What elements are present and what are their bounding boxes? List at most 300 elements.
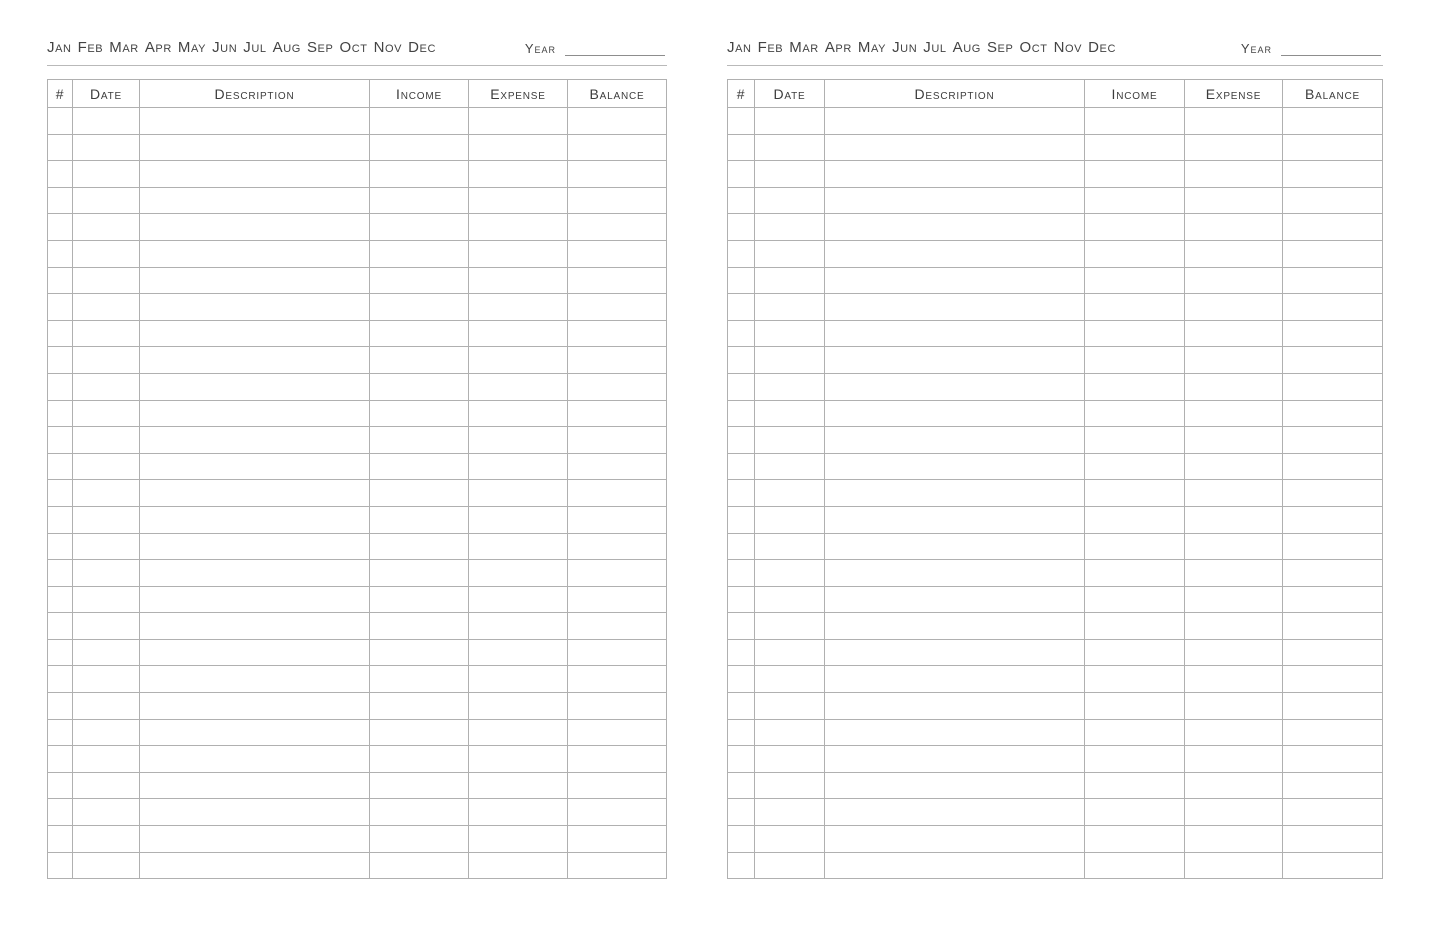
table-row[interactable] bbox=[728, 533, 1383, 560]
table-cell[interactable] bbox=[1185, 746, 1283, 773]
table-cell[interactable] bbox=[73, 320, 140, 347]
table-row[interactable] bbox=[48, 373, 667, 400]
table-row[interactable] bbox=[728, 613, 1383, 640]
table-cell[interactable] bbox=[568, 586, 667, 613]
table-cell[interactable] bbox=[825, 639, 1085, 666]
table-cell[interactable] bbox=[73, 586, 140, 613]
table-cell[interactable] bbox=[1185, 453, 1283, 480]
table-cell[interactable] bbox=[568, 480, 667, 507]
table-cell[interactable] bbox=[755, 746, 825, 773]
table-cell[interactable] bbox=[1283, 639, 1383, 666]
table-cell[interactable] bbox=[825, 852, 1085, 879]
table-cell[interactable] bbox=[728, 799, 755, 826]
table-cell[interactable] bbox=[1085, 320, 1185, 347]
table-cell[interactable] bbox=[1283, 506, 1383, 533]
table-row[interactable] bbox=[728, 400, 1383, 427]
table-cell[interactable] bbox=[1185, 693, 1283, 720]
table-row[interactable] bbox=[48, 347, 667, 374]
table-cell[interactable] bbox=[1283, 852, 1383, 879]
table-cell[interactable] bbox=[568, 427, 667, 454]
table-cell[interactable] bbox=[568, 240, 667, 267]
table-cell[interactable] bbox=[755, 772, 825, 799]
table-row[interactable] bbox=[728, 560, 1383, 587]
table-cell[interactable] bbox=[48, 506, 73, 533]
table-cell[interactable] bbox=[568, 719, 667, 746]
table-cell[interactable] bbox=[73, 294, 140, 321]
table-row[interactable] bbox=[728, 852, 1383, 879]
table-cell[interactable] bbox=[370, 666, 469, 693]
table-cell[interactable] bbox=[48, 639, 73, 666]
table-row[interactable] bbox=[728, 693, 1383, 720]
table-cell[interactable] bbox=[728, 320, 755, 347]
table-cell[interactable] bbox=[1085, 400, 1185, 427]
table-cell[interactable] bbox=[825, 719, 1085, 746]
table-cell[interactable] bbox=[755, 373, 825, 400]
table-cell[interactable] bbox=[469, 347, 568, 374]
table-cell[interactable] bbox=[370, 267, 469, 294]
table-cell[interactable] bbox=[73, 108, 140, 135]
table-cell[interactable] bbox=[469, 746, 568, 773]
month-aug[interactable]: Aug bbox=[272, 39, 301, 56]
table-cell[interactable] bbox=[728, 187, 755, 214]
table-cell[interactable] bbox=[48, 240, 73, 267]
table-cell[interactable] bbox=[1085, 746, 1185, 773]
month-apr[interactable]: Apr bbox=[144, 39, 172, 56]
table-cell[interactable] bbox=[1185, 214, 1283, 241]
table-cell[interactable] bbox=[1185, 480, 1283, 507]
table-row[interactable] bbox=[48, 560, 667, 587]
table-cell[interactable] bbox=[1283, 693, 1383, 720]
table-cell[interactable] bbox=[73, 267, 140, 294]
table-row[interactable] bbox=[728, 187, 1383, 214]
table-cell[interactable] bbox=[568, 852, 667, 879]
table-cell[interactable] bbox=[1283, 373, 1383, 400]
table-cell[interactable] bbox=[1185, 639, 1283, 666]
table-cell[interactable] bbox=[370, 746, 469, 773]
table-cell[interactable] bbox=[73, 613, 140, 640]
table-row[interactable] bbox=[48, 161, 667, 188]
table-cell[interactable] bbox=[728, 746, 755, 773]
table-cell[interactable] bbox=[1185, 161, 1283, 188]
table-cell[interactable] bbox=[1283, 719, 1383, 746]
table-cell[interactable] bbox=[48, 294, 73, 321]
table-cell[interactable] bbox=[568, 799, 667, 826]
table-cell[interactable] bbox=[73, 161, 140, 188]
month-oct[interactable]: Oct bbox=[339, 39, 368, 56]
table-cell[interactable] bbox=[1085, 240, 1185, 267]
table-cell[interactable] bbox=[568, 639, 667, 666]
table-cell[interactable] bbox=[1085, 693, 1185, 720]
table-row[interactable] bbox=[728, 240, 1383, 267]
table-cell[interactable] bbox=[1283, 560, 1383, 587]
table-cell[interactable] bbox=[755, 560, 825, 587]
table-row[interactable] bbox=[728, 294, 1383, 321]
table-cell[interactable] bbox=[1185, 187, 1283, 214]
table-cell[interactable] bbox=[370, 826, 469, 853]
table-cell[interactable] bbox=[1085, 719, 1185, 746]
table-row[interactable] bbox=[48, 294, 667, 321]
table-cell[interactable] bbox=[1185, 772, 1283, 799]
month-sep[interactable]: Sep bbox=[306, 39, 334, 56]
table-cell[interactable] bbox=[73, 693, 140, 720]
table-cell[interactable] bbox=[568, 267, 667, 294]
table-cell[interactable] bbox=[73, 134, 140, 161]
table-cell[interactable] bbox=[1085, 639, 1185, 666]
table-cell[interactable] bbox=[755, 826, 825, 853]
table-cell[interactable] bbox=[469, 108, 568, 135]
table-cell[interactable] bbox=[825, 533, 1085, 560]
table-cell[interactable] bbox=[728, 852, 755, 879]
table-cell[interactable] bbox=[73, 772, 140, 799]
table-cell[interactable] bbox=[73, 852, 140, 879]
table-row[interactable] bbox=[728, 214, 1383, 241]
table-cell[interactable] bbox=[825, 294, 1085, 321]
table-cell[interactable] bbox=[1283, 294, 1383, 321]
table-cell[interactable] bbox=[825, 693, 1085, 720]
table-cell[interactable] bbox=[140, 799, 370, 826]
table-cell[interactable] bbox=[1283, 772, 1383, 799]
table-cell[interactable] bbox=[469, 852, 568, 879]
table-cell[interactable] bbox=[1283, 453, 1383, 480]
table-row[interactable] bbox=[728, 267, 1383, 294]
table-cell[interactable] bbox=[825, 108, 1085, 135]
table-cell[interactable] bbox=[728, 719, 755, 746]
table-cell[interactable] bbox=[1085, 506, 1185, 533]
month-jun[interactable]: Jun bbox=[892, 39, 918, 56]
table-cell[interactable] bbox=[48, 161, 73, 188]
table-cell[interactable] bbox=[370, 613, 469, 640]
table-cell[interactable] bbox=[1085, 373, 1185, 400]
table-cell[interactable] bbox=[1283, 347, 1383, 374]
table-row[interactable] bbox=[728, 639, 1383, 666]
table-cell[interactable] bbox=[568, 613, 667, 640]
table-cell[interactable] bbox=[728, 134, 755, 161]
table-cell[interactable] bbox=[755, 506, 825, 533]
table-cell[interactable] bbox=[568, 294, 667, 321]
table-cell[interactable] bbox=[568, 400, 667, 427]
table-cell[interactable] bbox=[48, 347, 73, 374]
table-cell[interactable] bbox=[140, 240, 370, 267]
table-cell[interactable] bbox=[73, 453, 140, 480]
table-cell[interactable] bbox=[469, 240, 568, 267]
table-cell[interactable] bbox=[469, 161, 568, 188]
table-cell[interactable] bbox=[469, 639, 568, 666]
month-dec[interactable]: Dec bbox=[1088, 39, 1117, 56]
table-cell[interactable] bbox=[469, 187, 568, 214]
table-cell[interactable] bbox=[755, 134, 825, 161]
table-cell[interactable] bbox=[140, 400, 370, 427]
table-cell[interactable] bbox=[1085, 294, 1185, 321]
table-cell[interactable] bbox=[1283, 134, 1383, 161]
table-cell[interactable] bbox=[1185, 108, 1283, 135]
table-cell[interactable] bbox=[728, 240, 755, 267]
table-cell[interactable] bbox=[1185, 826, 1283, 853]
table-row[interactable] bbox=[48, 772, 667, 799]
table-row[interactable] bbox=[728, 108, 1383, 135]
table-cell[interactable] bbox=[48, 746, 73, 773]
table-cell[interactable] bbox=[1283, 187, 1383, 214]
table-cell[interactable] bbox=[73, 347, 140, 374]
table-cell[interactable] bbox=[1283, 533, 1383, 560]
table-row[interactable] bbox=[48, 187, 667, 214]
table-cell[interactable] bbox=[1185, 533, 1283, 560]
table-cell[interactable] bbox=[370, 240, 469, 267]
month-jun[interactable]: Jun bbox=[212, 39, 238, 56]
table-cell[interactable] bbox=[48, 400, 73, 427]
table-cell[interactable] bbox=[728, 347, 755, 374]
table-cell[interactable] bbox=[568, 347, 667, 374]
table-cell[interactable] bbox=[48, 666, 73, 693]
table-row[interactable] bbox=[728, 427, 1383, 454]
table-cell[interactable] bbox=[1185, 799, 1283, 826]
table-cell[interactable] bbox=[140, 320, 370, 347]
month-may[interactable]: May bbox=[177, 39, 207, 56]
table-cell[interactable] bbox=[825, 240, 1085, 267]
table-cell[interactable] bbox=[73, 480, 140, 507]
table-cell[interactable] bbox=[469, 480, 568, 507]
table-cell[interactable] bbox=[370, 639, 469, 666]
table-cell[interactable] bbox=[73, 666, 140, 693]
table-row[interactable] bbox=[728, 134, 1383, 161]
table-row[interactable] bbox=[48, 400, 667, 427]
month-apr[interactable]: Apr bbox=[824, 39, 852, 56]
table-cell[interactable] bbox=[370, 347, 469, 374]
table-cell[interactable] bbox=[825, 666, 1085, 693]
table-cell[interactable] bbox=[48, 772, 73, 799]
table-cell[interactable] bbox=[825, 480, 1085, 507]
table-cell[interactable] bbox=[370, 586, 469, 613]
table-cell[interactable] bbox=[140, 480, 370, 507]
table-row[interactable] bbox=[728, 586, 1383, 613]
table-cell[interactable] bbox=[370, 533, 469, 560]
month-dec[interactable]: Dec bbox=[408, 39, 437, 56]
table-cell[interactable] bbox=[1185, 240, 1283, 267]
table-row[interactable] bbox=[48, 480, 667, 507]
table-cell[interactable] bbox=[1185, 427, 1283, 454]
table-cell[interactable] bbox=[1185, 613, 1283, 640]
table-cell[interactable] bbox=[755, 400, 825, 427]
table-cell[interactable] bbox=[469, 719, 568, 746]
table-cell[interactable] bbox=[825, 373, 1085, 400]
table-cell[interactable] bbox=[568, 746, 667, 773]
table-row[interactable] bbox=[48, 693, 667, 720]
table-cell[interactable] bbox=[568, 506, 667, 533]
table-cell[interactable] bbox=[728, 453, 755, 480]
table-cell[interactable] bbox=[1185, 294, 1283, 321]
table-cell[interactable] bbox=[469, 693, 568, 720]
table-cell[interactable] bbox=[48, 613, 73, 640]
table-cell[interactable] bbox=[140, 533, 370, 560]
table-row[interactable] bbox=[48, 719, 667, 746]
table-row[interactable] bbox=[48, 852, 667, 879]
table-cell[interactable] bbox=[755, 719, 825, 746]
table-cell[interactable] bbox=[140, 267, 370, 294]
table-cell[interactable] bbox=[825, 772, 1085, 799]
table-cell[interactable] bbox=[140, 453, 370, 480]
table-cell[interactable] bbox=[568, 666, 667, 693]
table-cell[interactable] bbox=[728, 533, 755, 560]
table-cell[interactable] bbox=[755, 639, 825, 666]
table-cell[interactable] bbox=[48, 719, 73, 746]
table-cell[interactable] bbox=[755, 320, 825, 347]
year-input[interactable] bbox=[565, 42, 665, 56]
table-cell[interactable] bbox=[48, 560, 73, 587]
table-cell[interactable] bbox=[1283, 108, 1383, 135]
table-row[interactable] bbox=[48, 108, 667, 135]
table-cell[interactable] bbox=[140, 772, 370, 799]
table-cell[interactable] bbox=[48, 134, 73, 161]
table-cell[interactable] bbox=[370, 427, 469, 454]
table-cell[interactable] bbox=[1085, 453, 1185, 480]
table-cell[interactable] bbox=[728, 560, 755, 587]
table-cell[interactable] bbox=[140, 506, 370, 533]
month-nov[interactable]: Nov bbox=[373, 39, 403, 56]
table-cell[interactable] bbox=[568, 560, 667, 587]
table-cell[interactable] bbox=[1283, 746, 1383, 773]
table-cell[interactable] bbox=[1085, 586, 1185, 613]
table-row[interactable] bbox=[728, 453, 1383, 480]
table-cell[interactable] bbox=[73, 826, 140, 853]
table-cell[interactable] bbox=[140, 187, 370, 214]
table-cell[interactable] bbox=[48, 427, 73, 454]
table-cell[interactable] bbox=[469, 772, 568, 799]
table-cell[interactable] bbox=[48, 693, 73, 720]
table-cell[interactable] bbox=[48, 108, 73, 135]
table-cell[interactable] bbox=[1085, 267, 1185, 294]
table-cell[interactable] bbox=[728, 400, 755, 427]
table-cell[interactable] bbox=[469, 799, 568, 826]
table-row[interactable] bbox=[48, 134, 667, 161]
table-cell[interactable] bbox=[370, 187, 469, 214]
table-cell[interactable] bbox=[755, 161, 825, 188]
table-cell[interactable] bbox=[370, 294, 469, 321]
table-cell[interactable] bbox=[140, 214, 370, 241]
table-cell[interactable] bbox=[728, 772, 755, 799]
table-cell[interactable] bbox=[755, 533, 825, 560]
table-row[interactable] bbox=[728, 506, 1383, 533]
table-cell[interactable] bbox=[1085, 533, 1185, 560]
table-cell[interactable] bbox=[48, 187, 73, 214]
month-jul[interactable]: Jul bbox=[923, 39, 947, 56]
table-cell[interactable] bbox=[140, 586, 370, 613]
table-cell[interactable] bbox=[140, 161, 370, 188]
table-cell[interactable] bbox=[825, 400, 1085, 427]
table-cell[interactable] bbox=[755, 613, 825, 640]
table-row[interactable] bbox=[48, 533, 667, 560]
table-cell[interactable] bbox=[568, 161, 667, 188]
table-cell[interactable] bbox=[48, 214, 73, 241]
table-cell[interactable] bbox=[825, 427, 1085, 454]
table-cell[interactable] bbox=[1085, 187, 1185, 214]
table-cell[interactable] bbox=[755, 666, 825, 693]
table-cell[interactable] bbox=[48, 533, 73, 560]
table-cell[interactable] bbox=[568, 693, 667, 720]
table-cell[interactable] bbox=[728, 826, 755, 853]
year-field-right[interactable] bbox=[1241, 41, 1383, 56]
table-row[interactable] bbox=[728, 772, 1383, 799]
table-cell[interactable] bbox=[370, 453, 469, 480]
table-cell[interactable] bbox=[1185, 852, 1283, 879]
month-feb[interactable]: Feb bbox=[77, 39, 104, 56]
table-cell[interactable] bbox=[1185, 373, 1283, 400]
table-row[interactable] bbox=[48, 586, 667, 613]
table-row[interactable] bbox=[48, 453, 667, 480]
table-cell[interactable] bbox=[1185, 586, 1283, 613]
month-jan[interactable]: Jan bbox=[47, 39, 72, 56]
month-aug[interactable]: Aug bbox=[952, 39, 981, 56]
table-cell[interactable] bbox=[728, 373, 755, 400]
table-cell[interactable] bbox=[728, 613, 755, 640]
table-cell[interactable] bbox=[48, 267, 73, 294]
table-cell[interactable] bbox=[1283, 400, 1383, 427]
table-cell[interactable] bbox=[568, 108, 667, 135]
table-cell[interactable] bbox=[755, 852, 825, 879]
table-cell[interactable] bbox=[1283, 214, 1383, 241]
table-cell[interactable] bbox=[140, 134, 370, 161]
table-cell[interactable] bbox=[755, 586, 825, 613]
month-selector-left[interactable] bbox=[47, 39, 436, 56]
table-cell[interactable] bbox=[1085, 134, 1185, 161]
table-cell[interactable] bbox=[140, 560, 370, 587]
table-cell[interactable] bbox=[469, 267, 568, 294]
table-cell[interactable] bbox=[140, 613, 370, 640]
table-cell[interactable] bbox=[728, 639, 755, 666]
table-cell[interactable] bbox=[568, 772, 667, 799]
table-cell[interactable] bbox=[825, 613, 1085, 640]
table-cell[interactable] bbox=[1283, 666, 1383, 693]
table-cell[interactable] bbox=[1185, 719, 1283, 746]
month-feb[interactable]: Feb bbox=[757, 39, 784, 56]
table-row[interactable] bbox=[48, 240, 667, 267]
table-cell[interactable] bbox=[469, 320, 568, 347]
table-cell[interactable] bbox=[1085, 772, 1185, 799]
table-cell[interactable] bbox=[728, 214, 755, 241]
table-cell[interactable] bbox=[370, 719, 469, 746]
table-cell[interactable] bbox=[825, 134, 1085, 161]
table-cell[interactable] bbox=[568, 826, 667, 853]
table-cell[interactable] bbox=[48, 852, 73, 879]
table-row[interactable] bbox=[728, 347, 1383, 374]
table-row[interactable] bbox=[728, 799, 1383, 826]
table-cell[interactable] bbox=[73, 187, 140, 214]
table-cell[interactable] bbox=[1283, 799, 1383, 826]
table-cell[interactable] bbox=[825, 799, 1085, 826]
table-cell[interactable] bbox=[140, 693, 370, 720]
table-row[interactable] bbox=[48, 267, 667, 294]
table-cell[interactable] bbox=[728, 480, 755, 507]
table-cell[interactable] bbox=[1085, 852, 1185, 879]
table-cell[interactable] bbox=[568, 320, 667, 347]
table-row[interactable] bbox=[728, 320, 1383, 347]
table-cell[interactable] bbox=[728, 161, 755, 188]
table-cell[interactable] bbox=[825, 320, 1085, 347]
table-cell[interactable] bbox=[140, 427, 370, 454]
table-cell[interactable] bbox=[370, 161, 469, 188]
table-cell[interactable] bbox=[48, 826, 73, 853]
table-cell[interactable] bbox=[469, 400, 568, 427]
table-cell[interactable] bbox=[469, 560, 568, 587]
table-cell[interactable] bbox=[1283, 613, 1383, 640]
table-row[interactable] bbox=[728, 746, 1383, 773]
table-cell[interactable] bbox=[1283, 480, 1383, 507]
table-cell[interactable] bbox=[728, 108, 755, 135]
table-cell[interactable] bbox=[568, 214, 667, 241]
table-cell[interactable] bbox=[140, 852, 370, 879]
table-cell[interactable] bbox=[568, 134, 667, 161]
table-cell[interactable] bbox=[48, 586, 73, 613]
table-cell[interactable] bbox=[1283, 826, 1383, 853]
table-cell[interactable] bbox=[140, 347, 370, 374]
